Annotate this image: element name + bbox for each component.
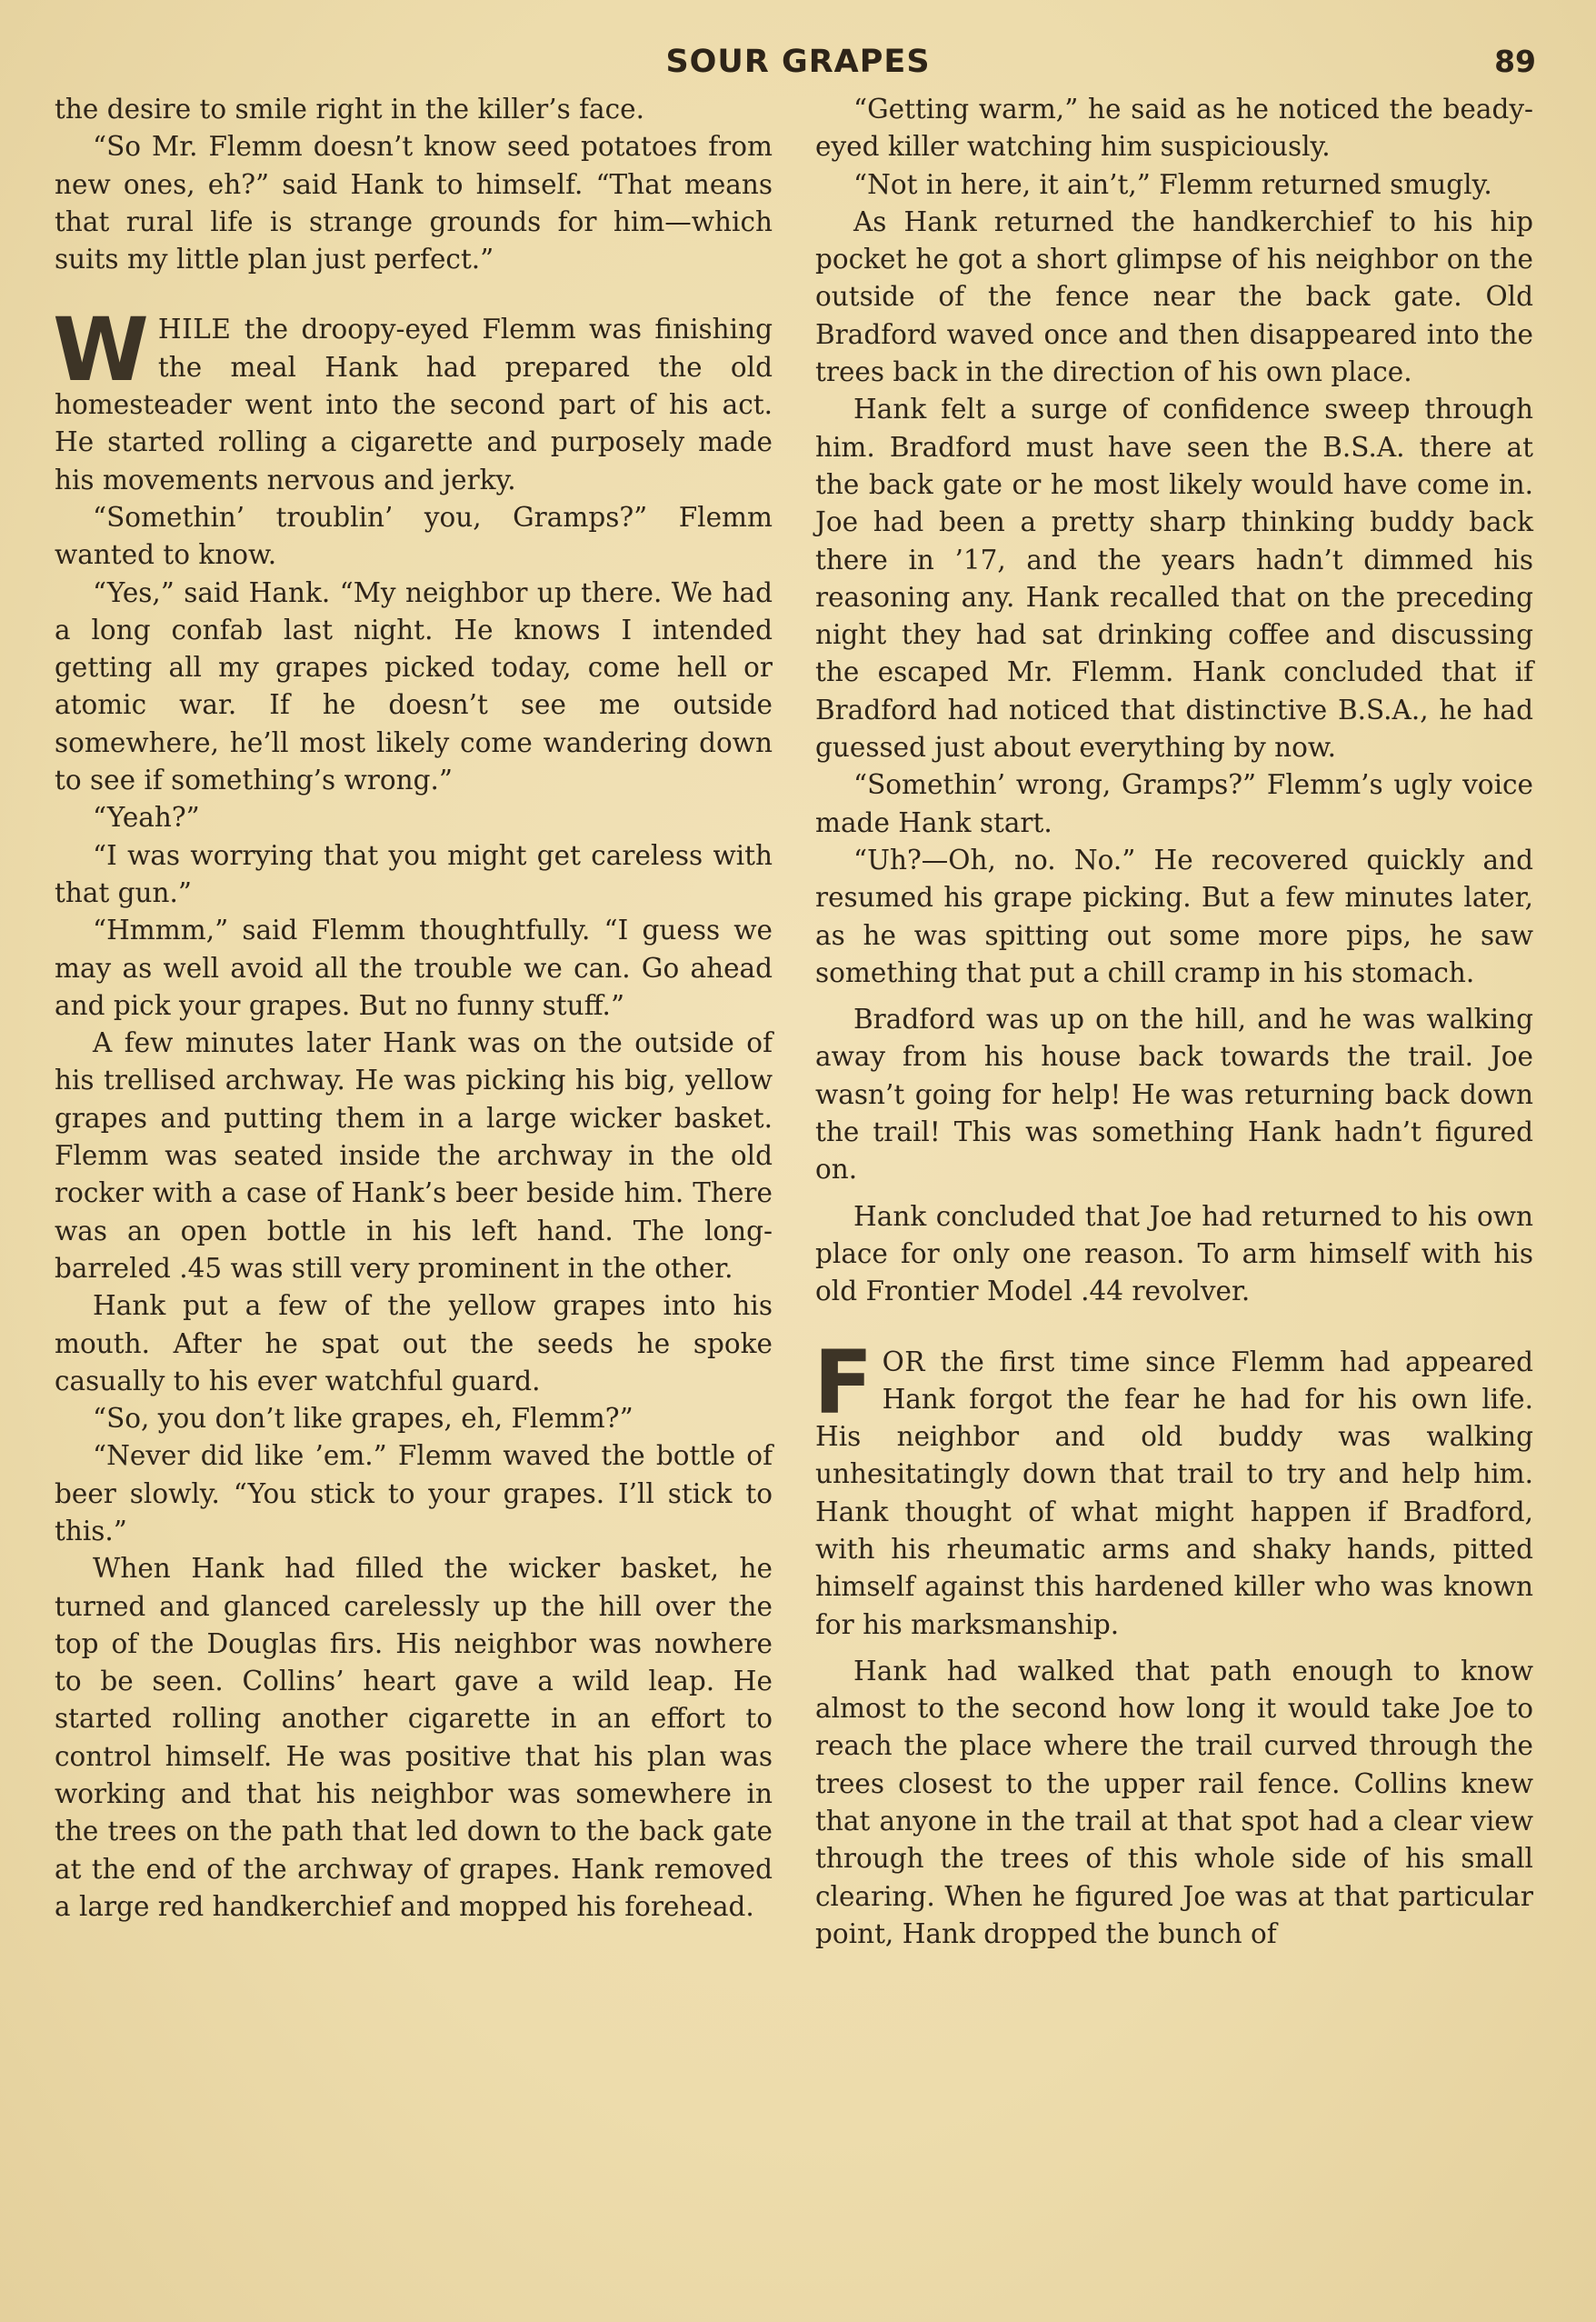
paragraph-text: the first time since Flemm had appeared Hank forgot the fear he had for his own life. His neighbor and old buddy was walking unhesitatingly down that trail to try and help him. Hank thought of what might happen if Bradford, with his rheumatic arms and shaky hands, pitted himself against this hardened killer who was known for his marksmanship. — [815, 1346, 1533, 1640]
page-number: 89 — [1494, 44, 1536, 79]
paragraph: “Hmmm,” said Flemm thoughtfully. “I guess we may as well avoid all the trouble we can. Go ahead and pick your grapes. But no funny stuff.” — [55, 915, 773, 1021]
paragraph: Hank put a few of the yellow grapes into his mouth. After he spat out the seeds he spoke casually to his ever watchful guard. — [55, 1290, 773, 1396]
section-opening-paragraph — [53, 299, 773, 498]
paragraph-text: the droopy-eyed Flemm was finishing the meal Hank had prepared the old homesteader went into the second part of his act. He started rolling a cigarette and purposely made his movements nervous and jerky. — [55, 314, 773, 495]
paragraph: As Hank returned the handkerchief to his hip pocket he got a short glimpse of his neighbor on the outside of the fence near the back gate. Old Bradford waved once and then disappeared into the trees back in the direction of his own place. — [815, 205, 1533, 388]
paragraph: “Yeah?” — [93, 802, 200, 834]
paragraph: “I was worrying that you might get careless with that gun.” — [55, 839, 773, 908]
page-header — [0, 44, 1596, 89]
paragraph: the desire to smile right in the killer’s face. — [55, 94, 644, 125]
left-column — [55, 91, 773, 1926]
paragraph: Hank felt a surge of confidence sweep through him. Bradford must have seen the B.S.A. there at the back gate or he most likely would have come in. Joe had been a pretty sharp thinking buddy back there in ’17, and the years hadn’t dimmed his reasoning any. Hank recalled that on the preceding night they had sat drinking coffee and discussing the escaped Mr. Flemm. Hank concluded that if Bradford had noticed that distinctive B.S.A., he had guessed just about everything by now. — [815, 394, 1533, 764]
drop-cap: W — [53, 299, 149, 402]
paragraph: “Never did like ’em.” Flemm waved the bottle of beer slowly. “You stick to your grapes. I’ll stick to this.” — [55, 1440, 773, 1546]
paragraph: “Not in here, it ain’t,” Flemm returned smugly. — [853, 168, 1492, 200]
lead-in-caps: HILE — [157, 314, 232, 345]
paragraph: A few minutes later Hank was on the outside of his trellised archway. He was picking his big, yellow grapes and putting them in a large wicker basket. Flemm was seated inside the archway in the old rocker with a case of Hank’s beer beside him. There was an open bottle in his left hand. The long-barreled .45 was still very prominent in the other. — [55, 1027, 773, 1284]
drop-cap: F — [813, 1331, 873, 1434]
paragraph: “So, you don’t like grapes, eh, Flemm?” — [93, 1403, 633, 1435]
right-column — [815, 91, 1533, 1953]
paragraph: When Hank had filled the wicker basket, he turned and glanced carelessly up the hill over the top of the Douglas firs. His neighbor was nowhere to be seen. Collins’ heart gave a wild leap. He started rolling another cigarette in an effort to control himself. He was positive that his plan was working and that his neighbor was somewhere in the trees on the path that led down to the back gate at the end of the archway of grapes. Hank removed a large red handkerchief and mopped his forehead. — [55, 1553, 773, 1922]
paragraph: “Yes,” said Hank. “My neighbor up there. We had a long confab last night. He knows I intended getting all my grapes picked today, come hell or atomic war. If he doesn’t see me outside somewhere, he’ll most likely come wandering down to see if something’s wrong.” — [55, 576, 773, 796]
paragraph: Hank concluded that Joe had returned to his own place for only one reason. To arm himself with his old Frontier Model .44 revolver. — [815, 1200, 1533, 1307]
paragraph: Hank had walked that path enough to know almost to the second how long it would take Joe to reach the place where the trail curved through the trees closest to the upper rail fence. Collins knew that anyone in the trail at that spot had a clear view through the trees of this whole side of his small clearing. When he figured Joe was at that particular point, Hank dropped the bunch of — [815, 1655, 1533, 1949]
paragraph: “Uh?—Oh, no. No.” He recovered quickly and resumed his grape picking. But a few minutes later, as he was spitting out some more pips, he saw something that put a chill cramp in his stomach. — [815, 844, 1533, 988]
running-head: SOUR GRAPES — [665, 44, 931, 80]
section-opening-paragraph — [813, 1331, 1533, 1644]
lead-in-caps: OR — [882, 1346, 925, 1377]
paragraph: “Getting warm,” he said as he noticed the beady-eyed killer watching him suspiciously. — [815, 94, 1533, 163]
paragraph: “So Mr. Flemm doesn’t know seed potatoes from new ones, eh?” said Hank to himself. “That means that rural life is strange grounds for him—which suits my little plan just perfect.” — [55, 131, 773, 275]
paragraph: “Somethin’ troublin’ you, Gramps?” Flemm wanted to know. — [55, 501, 773, 571]
paragraph: Bradford was up on the hill, and he was walking away from his house back towards the trail. Joe wasn’t going for help! He was returning back down the trail! This was something Hank hadn’t figured on. — [815, 1004, 1533, 1186]
paragraph: “Somethin’ wrong, Gramps?” Flemm’s ugly voice made Hank start. — [815, 769, 1533, 838]
